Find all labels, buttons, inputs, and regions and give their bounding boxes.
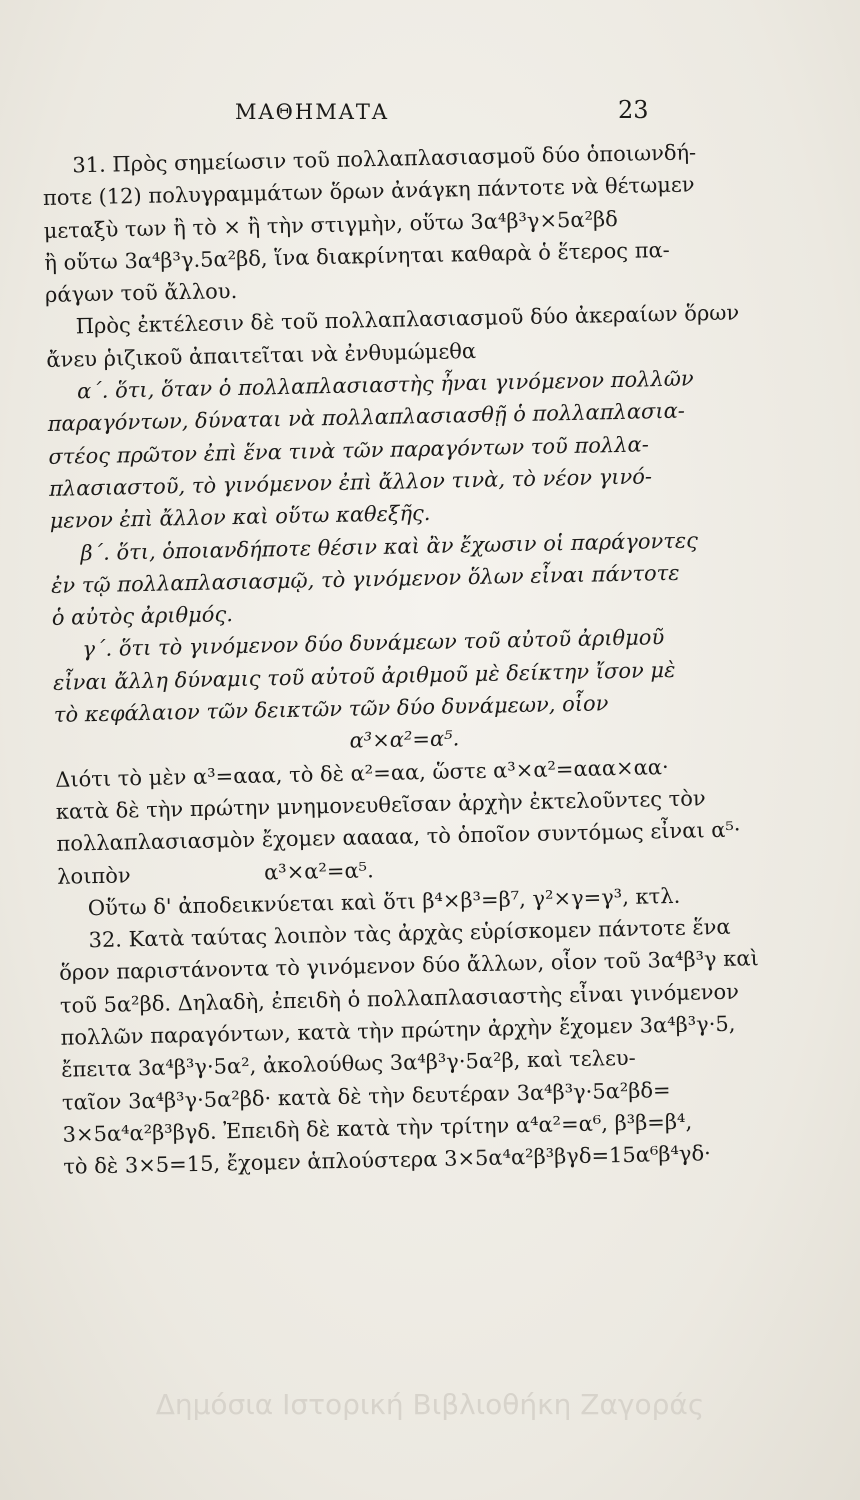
text-line: πολλαπλασιασμὸν ἔχομεν ααααα, τὸ ὁποῖον συντόμως εἶναι α⁵· [56, 817, 741, 857]
text-line: ἐν τῷ πολλαπλασιασμῷ, τὸ γινόμενον ὅλων εἶναι πάντοτε [50, 560, 680, 598]
text-line: ὁ αὐτὸς ἀριθμός. [51, 602, 234, 631]
text-line: τὸ δὲ 3×5=15, ἔχομεν ἁπλούστερα 3×5α⁴α²β³βγδ=15α⁶β⁴γδ· [63, 1141, 712, 1179]
text-line: τοῦ 5α²βδ. Δηλαδὴ, ἐπειδὴ ὁ πολλαπλασιαστὴς εἶναι γινόμενον [59, 979, 740, 1018]
text-line: ράγων τοῦ ἄλλου. [44, 279, 238, 308]
text-line: μενον ἐπὶ ἄλλον καὶ οὕτω καθεξῆς. [49, 501, 431, 534]
text-line: κατὰ δὲ τὴν πρώτην μνημονευθεῖσαν ἀρχὴν ἐκτελοῦντες τὸν [55, 786, 706, 824]
page-header [0, 96, 860, 136]
text-line: στέος πρῶτον ἐπὶ ἕνα τινὰ τῶν παραγόντων τοῦ πολλα- [48, 432, 650, 469]
text-line: Διότι τὸ μὲν α³=ααα, τὸ δὲ α²=αα, ὥστε α³×α²=ααα×αα· [54, 754, 669, 792]
text-line: μεταξὺ των ἢ τὸ × ἢ τὴν στιγμὴν, οὕτω 3α⁴β³γ×5α²βδ [43, 206, 619, 243]
text-line: εἶναι ἄλλη δύναμις τοῦ αὐτοῦ ἀριθμοῦ μὲ δείκτην ἴσον μὲ [52, 657, 676, 695]
text-line: Οὕτω δ' ἀποδεικνύεται καὶ ὅτι β⁴×β³=β⁷, γ²×γ=γ³, κτλ. [87, 883, 681, 921]
text-line: λοιπὸν α³×α²=α⁵. [56, 857, 374, 889]
formula-line: α³×α²=α⁵. [349, 726, 460, 754]
text-line: ἔπειτα 3α⁴β³γ·5α², ἀκολούθως 3α⁴β³γ·5α²β, καὶ τελευ- [61, 1046, 636, 1083]
text-line: πολλῶν παραγόντων, κατὰ τὴν πρώτην ἀρχὴν ἔχομεν 3α⁴β³γ·5, [60, 1011, 736, 1050]
text-line: ἢ οὕτω 3α⁴β³γ.5α²βδ, ἵνα διακρίνηται καθαρὰ ὁ ἕτερος πα- [44, 237, 671, 275]
text-line: 32. Κατὰ ταύτας λοιπὸν τὰς ἀρχὰς εὑρίσκομεν πάντοτε ἕνα [88, 914, 731, 953]
text-line: α΄. ὅτι, ὅταν ὁ πολλαπλασιαστὴς ἦναι γινόμενον πολλῶν [76, 366, 694, 404]
text-line: 3×5α⁴α²β³βγδ. Ἐπειδὴ δὲ κατὰ τὴν τρίτην α⁴α²=α⁶, β³β=β⁴, [62, 1109, 693, 1147]
text-line: 31. Πρὸς σημείωσιν τοῦ πολλαπλασιασμοῦ δύο ὁποιωνδή- [72, 140, 697, 178]
running-title: ΜΑΘΗΜΑΤΑ [235, 100, 390, 124]
text-line: ὅρον παριστάνοντα τὸ γινόμενον δύο ἄλλων, οἷον τοῦ 3α⁴β³γ καὶ [58, 946, 759, 986]
text-line: Πρὸς ἐκτέλεσιν δὲ τοῦ πολλαπλασιασμοῦ δύο ἀκεραίων ὅρων [75, 300, 740, 339]
text-line: γ΄. ὅτι τὸ γινόμενον δύο δυνάμεων τοῦ αὐτοῦ ἀριθμοῦ [82, 625, 665, 662]
body-text [42, 135, 763, 1183]
text-line: ταῖον 3α⁴β³γ·5α²βδ· κατὰ δὲ τὴν δευτέραν 3α⁴β³γ·5α²βδ= [61, 1077, 671, 1115]
text-line: παραγόντων, δύναται νὰ πολλαπλασιασθῇ ὁ πολλαπλασια- [47, 398, 686, 437]
text-line: ποτε (12) πολυγραμμάτων ὅρων ἀνάγκη πάντοτε νὰ θέτωμεν [42, 172, 695, 211]
text-line: πλασιαστοῦ, τὸ γινόμενον ἐπὶ ἄλλον τινὰ, τὸ νέον γινό- [48, 464, 653, 501]
text-line: β΄. ὅτι, ὁποιανδήποτε θέσιν καὶ ἂν ἔχωσιν οἱ παράγοντες [80, 527, 699, 565]
page-number: 23 [618, 96, 649, 124]
text-line: τὸ κεφάλαιον τῶν δεικτῶν τῶν δύο δυνάμεων, οἷον [53, 691, 609, 727]
text-line: ἄνευ ῥιζικοῦ ἀπαιτεῖται νὰ ἐνθυμώμεθα [46, 338, 477, 372]
library-watermark: Δημόσια Ιστορική Βιβλιοθήκη Ζαγοράς [155, 1388, 705, 1421]
